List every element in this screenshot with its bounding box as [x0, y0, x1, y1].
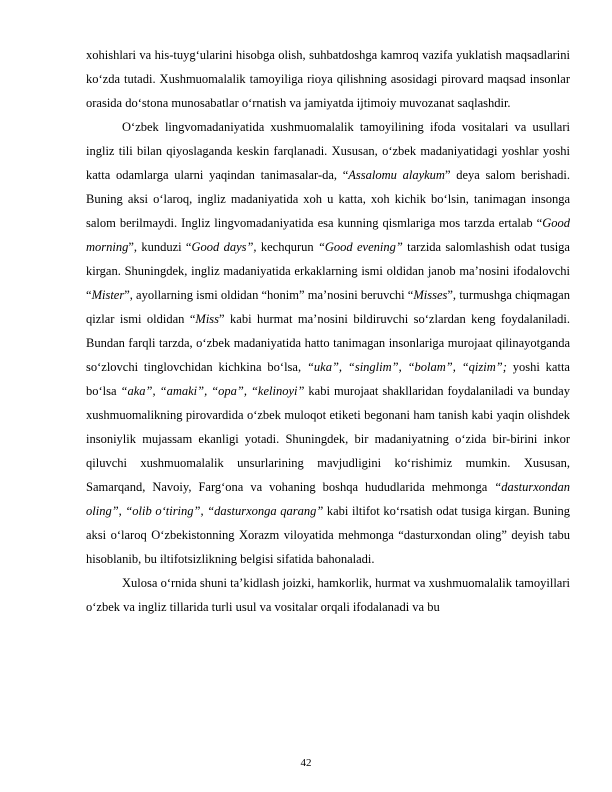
text-run: Xulosa o‘rnida shuni ta’kidlash joizki, hamkorlik, hurmat va xushmuomalalik tamoyillari o‘zbek va ingliz tillarida turli usul va vositalar orqali ifodalanadi va bu: [86, 576, 570, 614]
italic-text-run: “uka”, “singlim”, “bolam”, “qizim”;: [306, 360, 507, 374]
text-run: ”, kunduzi “: [128, 240, 192, 254]
paragraph-1: [86, 43, 570, 115]
text-run: tarzida salomlashish odat tusiga kirgan. Shuningdek, ingliz madaniyatida erkaklarning ismi oldidan janob ma’nosini ifodalovchi “: [86, 240, 570, 302]
italic-text-run: Assalomu alaykum: [348, 168, 445, 182]
text-run: ”, turmushga chiqmagan qizlar ismi oldidan “: [86, 288, 570, 326]
text-run: xohishlari va his-tuyg‘ularini hisobga olish, suhbatdoshga kamroq vazifa yuklatish maqsadlarini ko‘zda tutadi. Xushmuomalalik tamoyiliga rioya qilishning asosidagi pirovard maqsad insonlar orasida do‘stona munosabatlar o‘rnatish va jamiyatda ijtimoiy muvozanat saqlashdir.: [86, 48, 570, 110]
text-run: kabi iltifot ko‘rsatish odat tusiga kirgan. Buning aksi o‘laroq O‘zbekistonning Xorazm viloyatida mehmonga “dasturxondan oling” deyish tabu hisoblanib, bu iltifotsizlikning belgisi sifatida bahonaladi.: [86, 504, 570, 566]
text-run: yoshi katta bo‘lsa: [86, 360, 570, 398]
italic-text-run: Mister: [91, 288, 125, 302]
paragraph-3: [86, 571, 570, 619]
text-run: ” deya salom berishadi. Buning aksi o‘laroq, ingliz madaniyatida xoh u katta, xoh kichik bo‘lsin, tanimagan insonga salom berilmaydi. Ingliz lingvomadaniyatida esa kunning qismlariga mos tarzda ertalab “: [86, 168, 570, 230]
italic-text-run: “aka”, “amaki”, “opa”, “kelinoyi”: [120, 384, 305, 398]
page-number: 42: [300, 757, 312, 769]
italic-text-run: “dasturxondan oling”, “olib o‘tiring”, “dasturxonga qarang”: [86, 480, 570, 518]
paragraph-2: [86, 115, 570, 571]
italic-text-run: Good days”,: [191, 240, 257, 254]
text-run: kechqurun: [256, 240, 318, 254]
italic-text-run: “Good evening”: [317, 240, 403, 254]
italic-text-run: Good morning: [86, 216, 570, 254]
text-run: ” kabi hurmat ma’nosini bildiruvchi so‘zlardan keng foydalaniladi. Bundan farqli tarzda, o‘zbek madaniyatida hatto tanimagan insonlariga murojaat qilinayotganda so‘zlovchi tinglovchidan kichkina bo‘lsa,: [86, 312, 570, 374]
text-run: O‘zbek lingvomadaniyatida xushmuomalalik tamoyilining ifoda vositalari va usullari ingliz tili bilan qiyoslaganda keskin farqlanadi. Xususan, o‘zbek madaniyatidagi yoshlar yoshi katta odamlarga ularni yaqindan tanimasalar-da, “: [86, 120, 570, 182]
italic-text-run: Miss: [195, 312, 220, 326]
italic-text-run: Misses: [413, 288, 448, 302]
text-run: ”, ayollarning ismi oldidan “honim” ma’nosini beruvchi “: [124, 288, 414, 302]
text-run: kabi murojaat shakllaridan foydalaniladi va bunday xushmuomalikning pirovardida o‘zbek muloqot etiketi begonani ham tanish kabi yaqin olishdek insoniylik mujassam ekanligi yotadi. Shuningdek, bir madaniyatning o‘zida bir-birini inkor qiluvchi xushmuomalalik unsurlarining mavjudligini ko‘rishimiz mumkin. Xususan, Samarqand, Navoiy, Farg‘ona va vohaning boshqa hududlarida mehmonga: [86, 384, 570, 494]
document-body: [86, 43, 570, 619]
